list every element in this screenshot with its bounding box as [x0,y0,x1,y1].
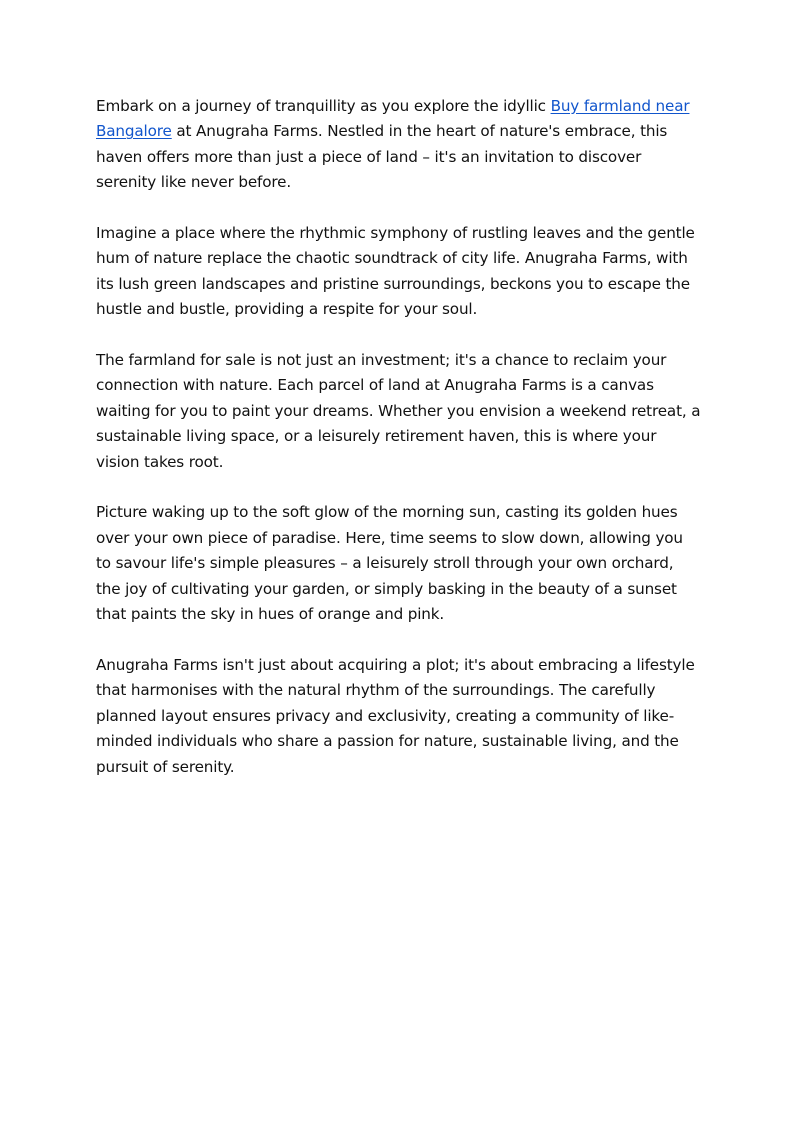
document-body [96,94,702,805]
paragraph-intro-lead: Embark on a journey of tranquillity as you explore the idyllic [96,97,551,115]
paragraph-investment: The farmland for sale is not just an investment; it's a chance to reclaim your connection with nature. Each parcel of land at Anugraha Farms is a canvas waiting for you to paint your dreams. Whether you envision a weekend retreat, a sustainable living space, or a leisurely retirement haven, this is where your vision takes root. [96,351,701,471]
paragraph-imagine: Imagine a place where the rhythmic symphony of rustling leaves and the gentle hum of nature replace the chaotic soundtrack of city life. Anugraha Farms, with its lush green landscapes and pristine surroundings, beckons you to escape the hustle and bustle, providing a respite for your soul. [96,224,695,319]
paragraph-intro [96,94,702,196]
paragraph-intro-rest: at Anugraha Farms. Nestled in the heart of nature's embrace, this haven offers more than just a piece of land – it's an invitation to discover serenity like never before. [96,122,668,192]
paragraph-lifestyle: Anugraha Farms isn't just about acquiring a plot; it's about embracing a lifestyle that harmonises with the natural rhythm of the surroundings. The carefully planned layout ensures privacy and exclusivity, creating a community of like-minded individuals who share a passion for nature, sustainable living, and the pursuit of serenity. [96,655,695,776]
farmland-link[interactable]: Buy farmland near Bangalore [96,97,690,141]
paragraph-picture: Picture waking up to the soft glow of the morning sun, casting its golden hues over your own piece of paradise. Here, time seems to slow down, allowing you to savour life's simple pleasures – a leisurely stroll through your own orchard, the joy of cultivating your garden, or simply basking in the beauty of a sunset that paints the sky in hues of orange and pink. [96,503,683,624]
